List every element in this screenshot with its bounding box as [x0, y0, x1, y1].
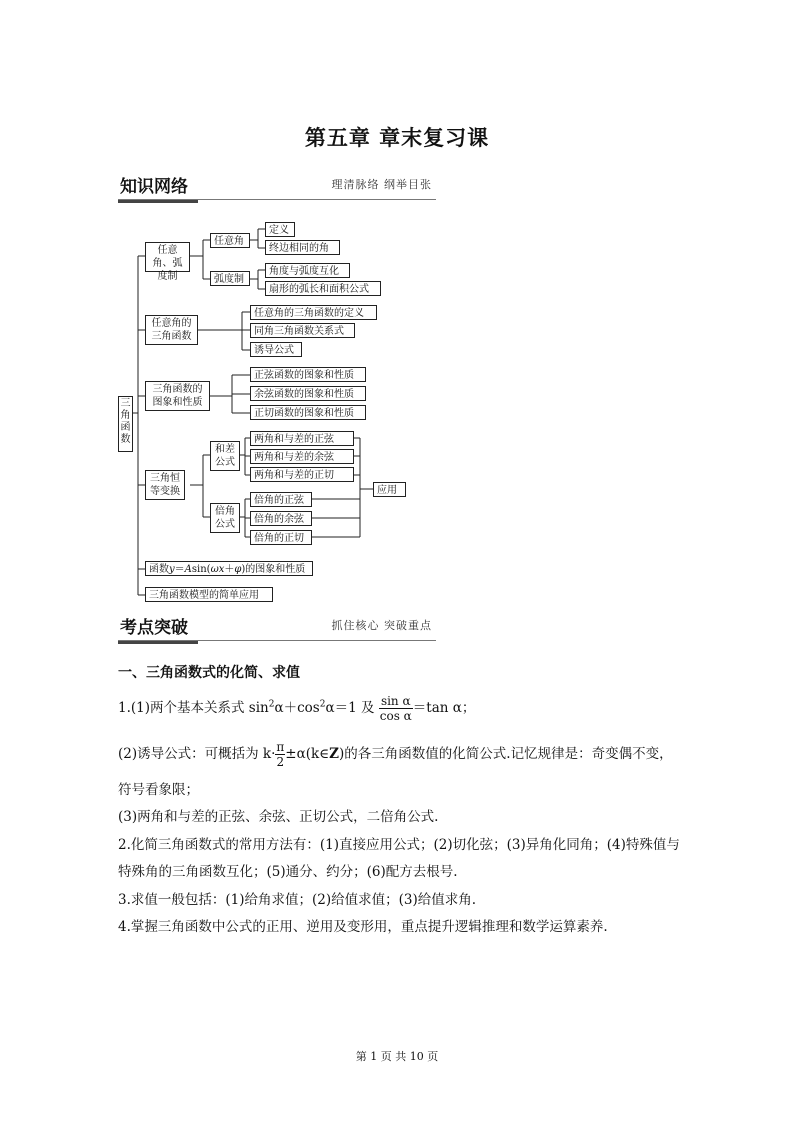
tree-node-cosine-graph: 余弦函数的图象和性质: [250, 386, 366, 401]
tree-node-induction: 诱导公式: [250, 342, 302, 357]
tree-node-sum-cosine: 两角和与差的余弦: [250, 449, 354, 464]
section-label: 知识网络: [120, 177, 188, 197]
paragraph-4b: 特殊角的三角函数互化；(5)通分、约分；(6)配方去根号.: [118, 864, 458, 880]
section-bar: [118, 641, 198, 644]
page-footer: 第 1 页 共 10 页: [355, 1050, 439, 1063]
tree-node-model-application: 三角函数模型的简单应用: [145, 587, 273, 602]
tree-node-trig-function: 任意角的三角函数: [145, 315, 198, 345]
tree-node-definition: 定义: [265, 222, 295, 237]
tree-node-double-tangent: 倍角的正切: [250, 530, 312, 545]
tree-node-radian: 弧度制: [210, 271, 250, 286]
tree-node-transform: 三角恒等变换: [145, 470, 185, 500]
fraction-pi-over-2: $\frac{\pi}{2}$: [276, 740, 285, 769]
paragraph-1: 1.(1)两个基本关系式 $\sin^2\alpha+\cos^2\alpha=1$ 及 $\frac{\text{sin α}}{\text{cos α}}$ ＝tan α；: [118, 694, 476, 723]
page-title: 第五章 章末复习课: [304, 126, 490, 150]
tree-node-sum-diff: 和差公式: [210, 441, 240, 471]
paragraph-5: 3.求值一般包括：(1)给角求值；(2)给值求值；(3)给值求角.: [118, 892, 477, 908]
paragraph-3: (3)两角和与差的正弦、余弦、正切公式，二倍角公式.: [118, 809, 439, 825]
tree-node-sector-formula: 扇形的弧长和面积公式: [265, 281, 381, 296]
tree-node-identity: 同角三角函数关系式: [250, 323, 355, 338]
tree-node-double-sine: 倍角的正弦: [250, 492, 312, 507]
section-header-key-points: [118, 613, 436, 641]
tree-node-tangent-graph: 正切函数的图象和性质: [250, 405, 366, 420]
tree-root: 三角函数: [118, 396, 133, 452]
tree-node-double: 倍角公式: [210, 503, 240, 533]
tree-node-graph-property: 三角函数的图象和性质: [145, 381, 210, 411]
section-subtitle: 理清脉络 纲举目张: [331, 178, 432, 191]
paragraph-6: 4.掌握三角函数中公式的正用、逆用及变形用，重点提升逻辑推理和数学运算素养.: [118, 919, 608, 935]
tree-node-sine-graph: 正弦函数的图象和性质: [250, 367, 366, 382]
paragraph-4a: 2.化简三角函数式的常用方法有：(1)直接应用公式；(2)切化弦；(3)异角化同角；(4)特殊值与: [118, 837, 680, 853]
tree-node-sinusoid: 函数y＝Asin(ωx＋φ)的图象和性质: [145, 561, 313, 576]
tree-node-double-cosine: 倍角的余弦: [250, 511, 312, 526]
fraction-sin-cos: $\frac{\text{sin α}}{\text{cos α}}$: [379, 694, 412, 723]
tree-node-sum-tangent: 两角和与差的正切: [250, 467, 354, 482]
paragraph-2: (2)诱导公式：可概括为 k· $\frac{\pi}{2}$ ±α(k∈Z)的各三角函数值的化简公式.记忆规律是：奇变偶不变，: [118, 740, 673, 769]
subsection-heading: 一、三角函数式的化简、求值: [118, 665, 300, 681]
section-label: 考点突破: [120, 618, 188, 638]
tree-node-any-angle: 任意角: [210, 233, 250, 248]
tree-node-trig-definition: 任意角的三角函数的定义: [250, 305, 377, 320]
tree-node-coterminal: 终边相同的角: [265, 240, 340, 255]
tree-node-sum-sine: 两角和与差的正弦: [250, 431, 354, 446]
tree-node-angle-radian: 任意角、弧度制: [145, 242, 190, 272]
section-subtitle: 抓住核心 突破重点: [331, 619, 432, 632]
tree-node-application: 应用: [373, 482, 406, 497]
paragraph-2b: 符号看象限；: [118, 782, 199, 798]
tree-node-degree-radian: 角度与弧度互化: [265, 263, 350, 278]
